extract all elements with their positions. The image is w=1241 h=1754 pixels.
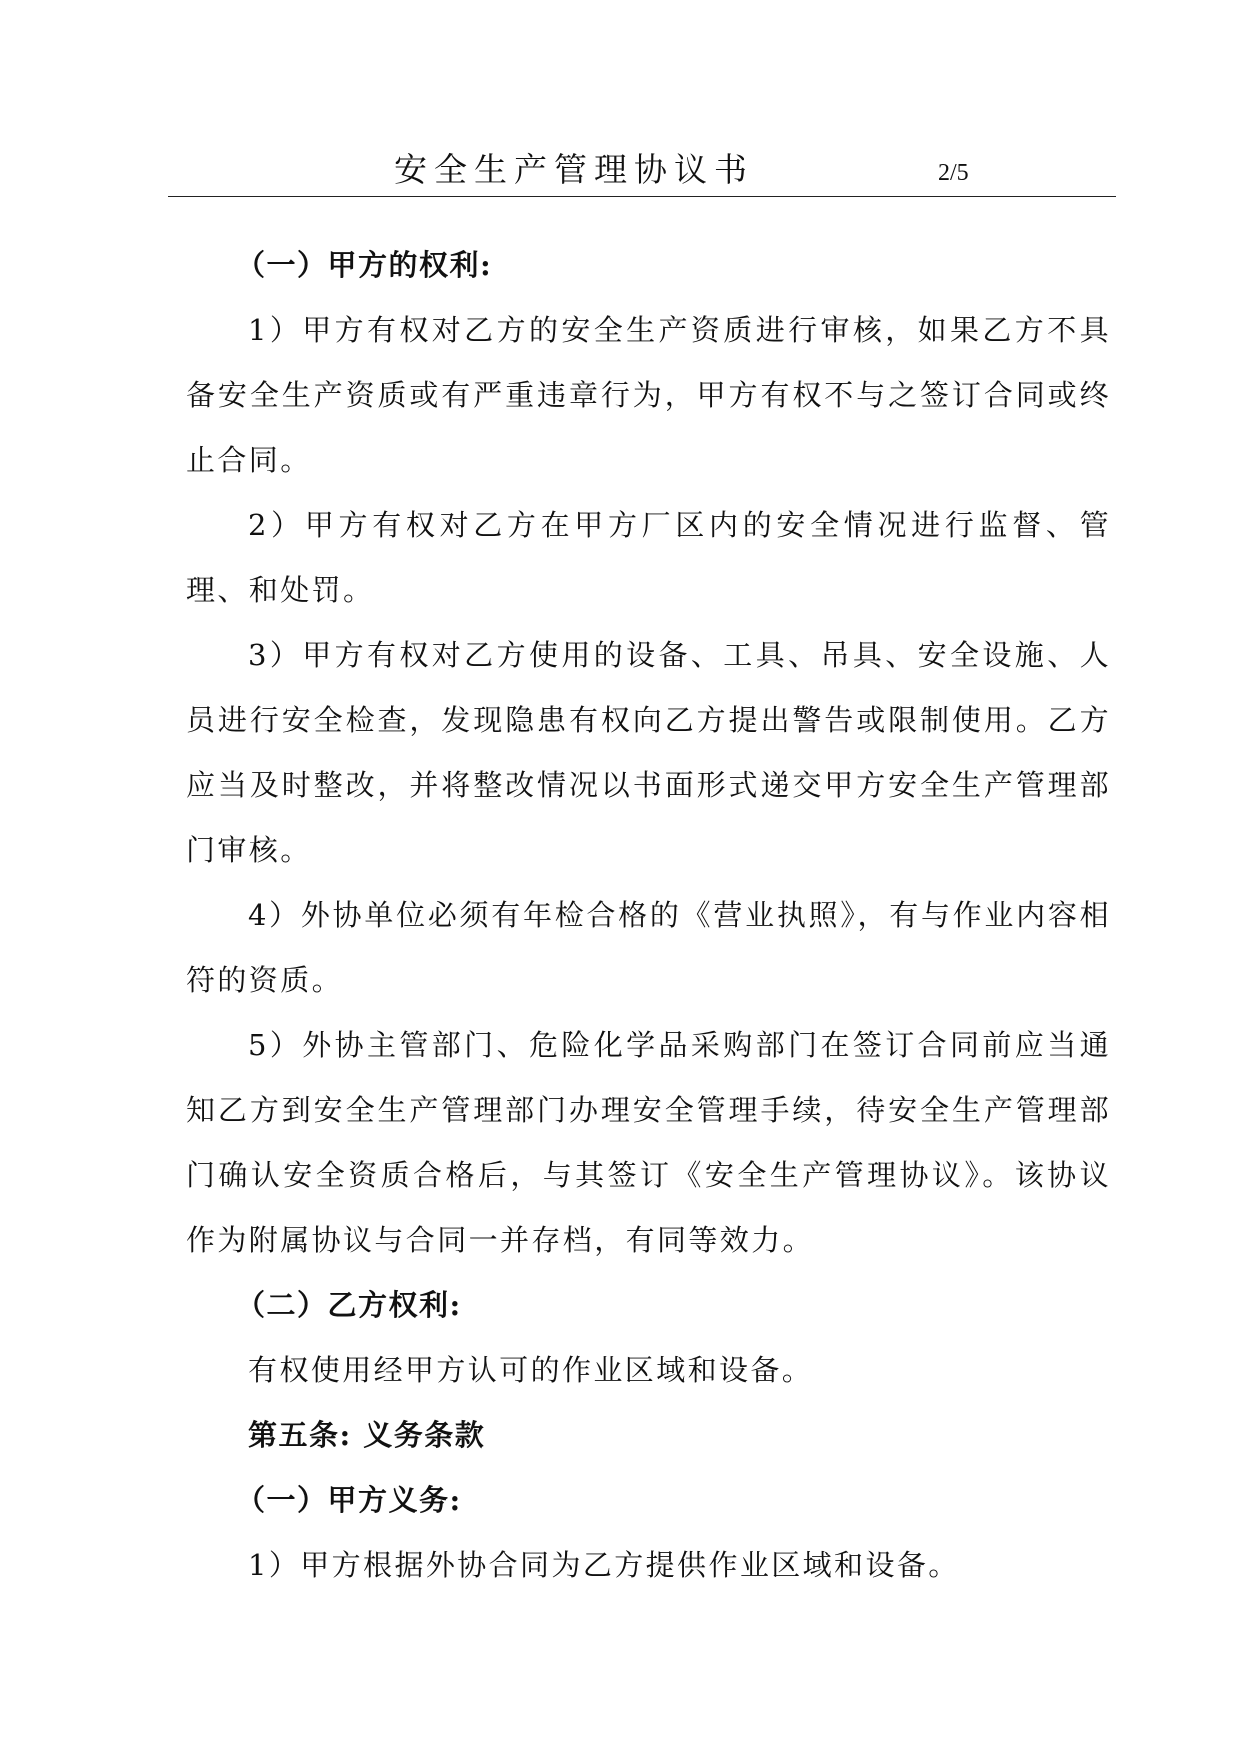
section-heading-party-a-duties: （一）甲方义务: [236,1483,462,1517]
paragraph-a-rights-4: 4）外协单位必须有年检合格的《营业执照》，有与作业内容相符的资质。 [186,898,1111,997]
document-body [186,233,1111,1598]
paragraph-a-rights-5: 5）外协主管部门、危险化学品采购部门在签订合同前应当通知乙方到安全生产管理部门办理安全管理手续，待安全生产管理部门确认安全资质合格后，与其签订《安全生产管理协议》。该协议作为附属协议与合同一并存档，有同等效力。 [186,1028,1111,1257]
header-divider [168,196,1116,197]
paragraph-a-rights-2: 2）甲方有权对乙方在甲方厂区内的安全情况进行监督、管理、和处罚。 [186,508,1111,607]
page-header [168,148,1116,196]
paragraph-a-rights-3: 3）甲方有权对乙方使用的设备、工具、吊具、安全设施、人员进行安全检查，发现隐患有权向乙方提出警告或限制使用。乙方应当及时整改，并将整改情况以书面形式递交甲方安全生产管理部门审核。 [186,638,1111,867]
paragraph-a-duties-1: 1）甲方根据外协合同为乙方提供作业区域和设备。 [248,1548,960,1582]
article-heading-5: 第五条: 义务条款 [248,1418,486,1452]
page-number: 2/5 [938,160,969,186]
document-title: 安全生产管理协议书 [394,150,754,189]
section-heading-party-a-rights: （一）甲方的权利: [236,248,493,282]
paragraph-b-rights: 有权使用经甲方认可的作业区域和设备。 [248,1353,814,1387]
paragraph-a-rights-1: 1）甲方有权对乙方的安全生产资质进行审核，如果乙方不具备安全生产资质或有严重违章行为，甲方有权不与之签订合同或终止合同。 [186,313,1111,477]
section-heading-party-b-rights: （二）乙方权利: [236,1288,462,1322]
